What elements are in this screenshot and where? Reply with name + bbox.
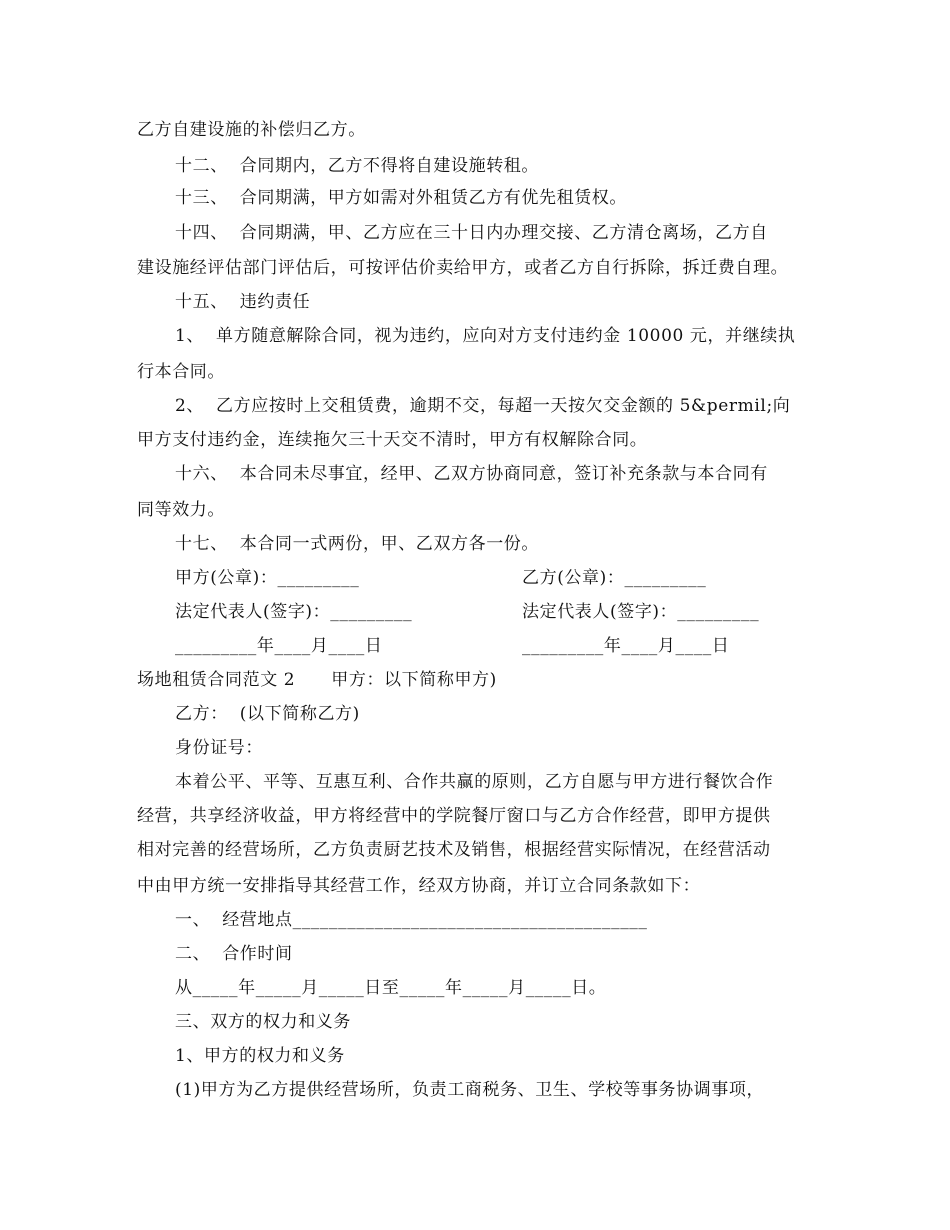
- text-line: 十六、 本合同未尽事宜，经甲、乙双方协商同意，签订补充条款与本合同有: [175, 464, 768, 484]
- text-line: 2、 乙方应按时上交租赁费，逾期不交，每超一天按欠交金额的 5&permil;向: [175, 396, 791, 416]
- text-line: 二、 合作时间: [175, 944, 293, 964]
- text-line: 十四、 合同期满，甲、乙方应在三十日内办理交接、乙方清仓离场，乙方自: [175, 223, 768, 243]
- party-b-representative: 法定代表人(签字)：_________: [522, 602, 760, 622]
- text-line: 同等效力。: [137, 500, 225, 520]
- party-b-seal: 乙方(公章)：_________: [522, 568, 707, 588]
- text-line: 三、双方的权力和义务: [175, 1012, 351, 1032]
- text-line: 十三、 合同期满，甲方如需对外租赁乙方有优先租赁权。: [175, 188, 628, 208]
- party-a-seal: 甲方(公章)：_________: [175, 568, 360, 588]
- text-line: 十七、 本合同一式两份，甲、乙双方各一份。: [175, 534, 540, 554]
- text-line: 身份证号：: [175, 738, 263, 758]
- text-line: 行本合同。: [137, 362, 225, 382]
- text-line: 甲方支付违约金，连续拖欠三十天交不清时，甲方有权解除合同。: [137, 430, 648, 450]
- text-line: 乙方： (以下简称乙方): [175, 704, 360, 724]
- text-line: 中由甲方统一安排指导其经营工作，经双方协商，并订立合同条款如下：: [137, 876, 701, 896]
- text-line: 十二、 合同期内，乙方不得将自建设施转租。: [175, 156, 540, 176]
- text-line: (1)甲方为乙方提供经营场所，负责工商税务、卫生、学校等事务协调事项，: [175, 1080, 765, 1100]
- text-line: 乙方自建设施的补偿归乙方。: [137, 120, 366, 140]
- text-line: 1、甲方的权力和义务: [175, 1046, 345, 1066]
- text-line: 经营，共享经济收益，甲方将经营中的学院餐厅窗口与乙方合作经营，即甲方提供: [137, 806, 771, 826]
- text-line: 一、 经营地点_______________________________________: [175, 910, 648, 930]
- text-line: 本着公平、平等、互惠互利、合作共赢的原则，乙方自愿与甲方进行餐饮合作: [175, 772, 774, 792]
- text-line: 从_____年_____月_____日至_____年_____月_____日。: [175, 978, 607, 998]
- text-line: 1、 单方随意解除合同，视为违约，应向对方支付违约金 10000 元，并继续执: [175, 326, 796, 346]
- text-line: 建设施经评估部门评估后，可按评估价卖给甲方，或者乙方自行拆除，拆迁费自理。: [137, 258, 789, 278]
- text-line: 相对完善的经营场所，乙方负责厨艺技术及销售，根据经营实际情况，在经营活动: [137, 840, 771, 860]
- party-b-date: _________年____月____日: [522, 636, 730, 656]
- party-a-date: _________年____月____日: [175, 636, 383, 656]
- text-line: 十五、 违约责任: [175, 292, 311, 312]
- party-a-representative: 法定代表人(签字)：_________: [175, 602, 413, 622]
- section-heading: 场地租赁合同范文 2 甲方：以下简称甲方): [137, 670, 497, 690]
